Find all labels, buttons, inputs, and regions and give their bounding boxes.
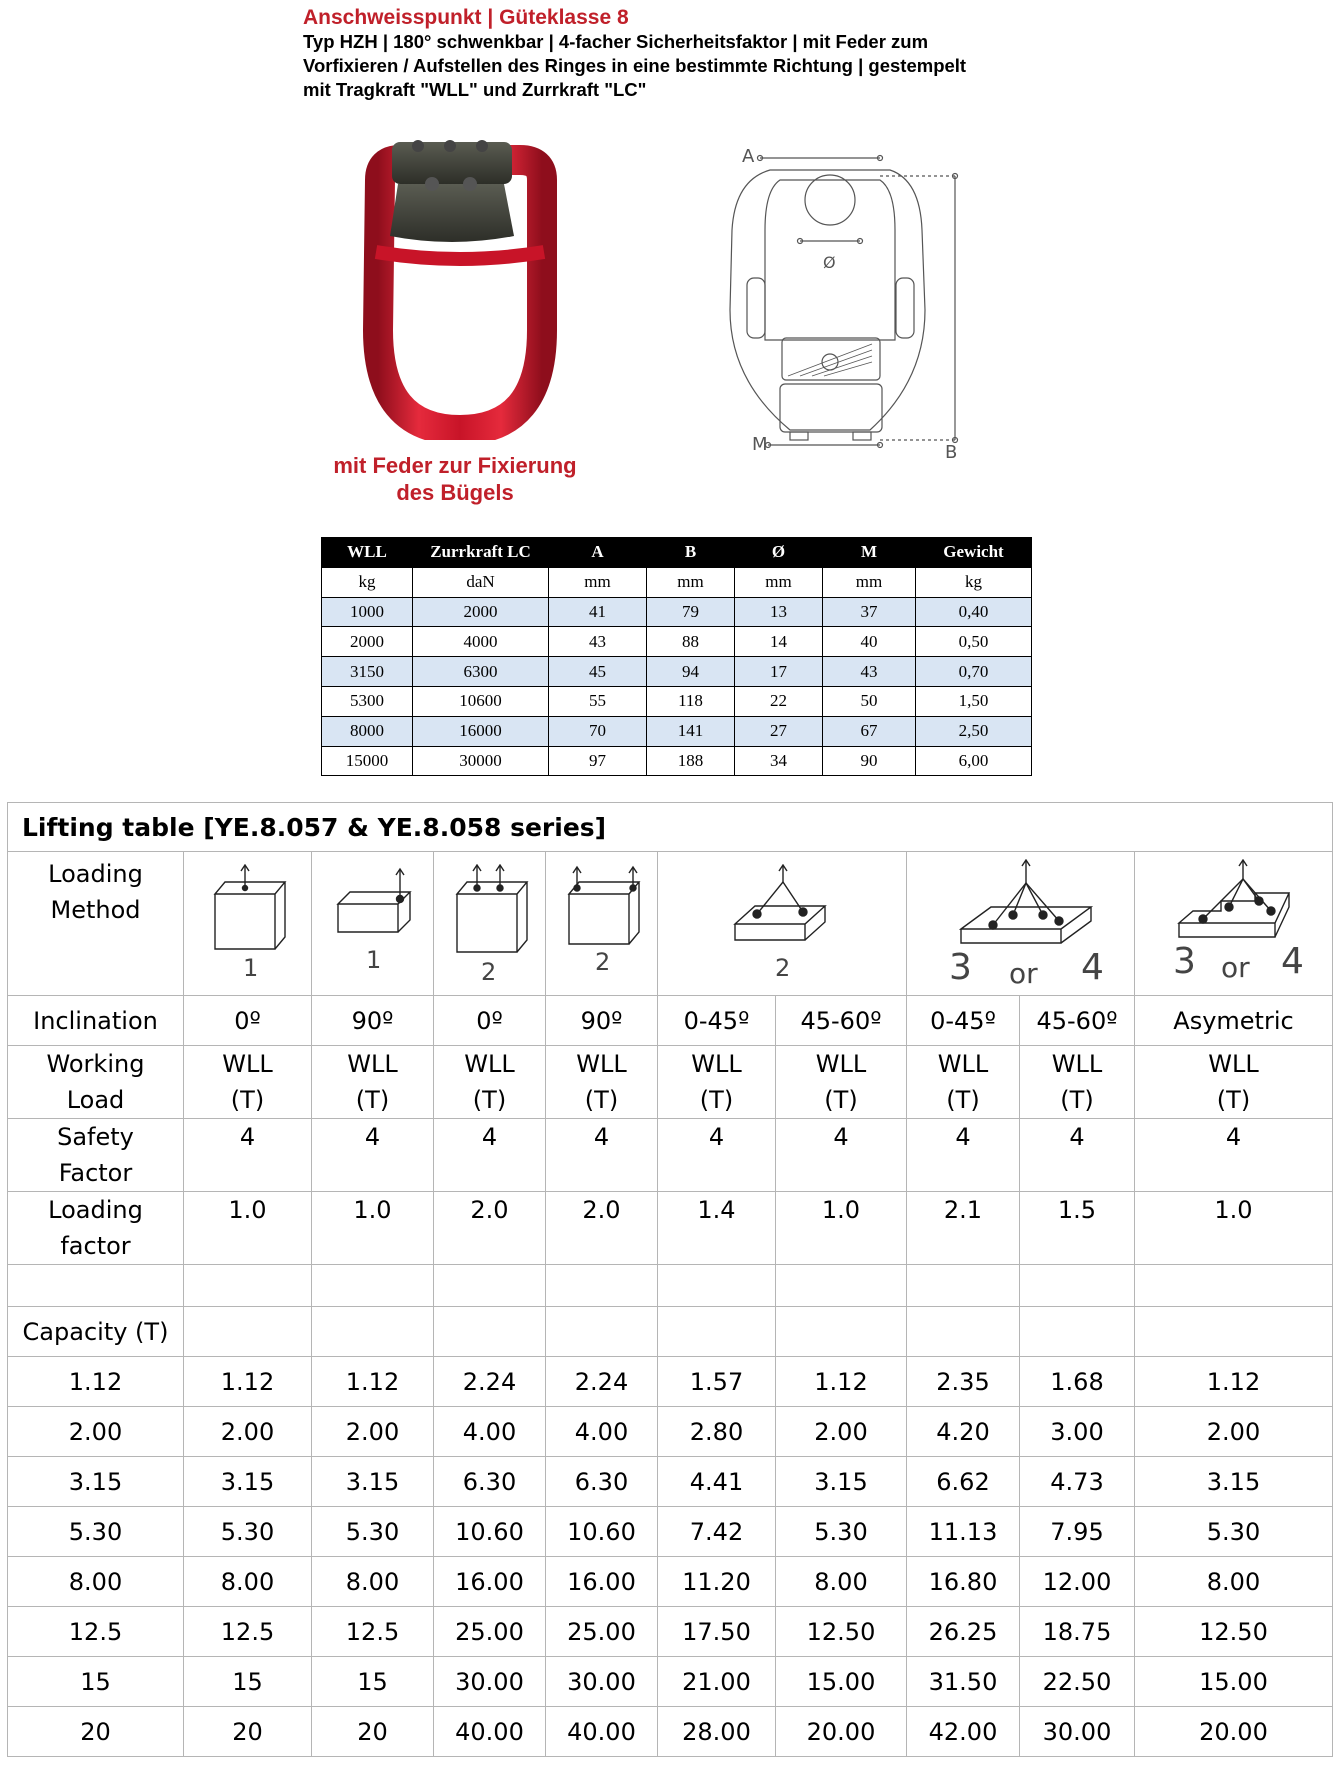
spec-units-row [322, 567, 1032, 597]
spec-unit: kg [322, 567, 413, 597]
spec-cell: 0,50 [916, 627, 1032, 657]
capacity-value: 3.00 [1020, 1407, 1135, 1457]
capacity-value: 2.35 [907, 1357, 1020, 1407]
capacity-value: 18.75 [1020, 1607, 1135, 1657]
wll-unit: (T) [946, 1086, 980, 1114]
wll-text: WLL [937, 1050, 989, 1078]
spec-cell: 37 [823, 597, 916, 627]
icon-label: or [1220, 950, 1250, 984]
loading-factor-label-1: Loading [48, 1196, 143, 1224]
capacity-value: 4.00 [546, 1407, 658, 1457]
capacity-value: 3.15 [312, 1457, 434, 1507]
capacity-row [8, 1657, 1333, 1707]
capacity-value: 8.00 [184, 1557, 312, 1607]
method-single-vertical [184, 852, 312, 996]
capacity-value: 25.00 [434, 1607, 546, 1657]
safety-value: 4 [1135, 1119, 1333, 1192]
safety-value: 4 [434, 1119, 546, 1192]
spec-header-d: Ø [735, 538, 823, 568]
spec-cell: 6300 [413, 657, 549, 687]
spec-cell: 30000 [413, 746, 549, 776]
wll-text: WLL [815, 1050, 867, 1078]
spec-cell: 45 [549, 657, 647, 687]
spec-cell: 1000 [322, 597, 413, 627]
capacity-value: 2.80 [658, 1407, 776, 1457]
two-leg-sling-icon [727, 864, 837, 984]
capacity-value: 4.00 [434, 1407, 546, 1457]
method-single-90 [312, 852, 434, 996]
spec-cell: 0,40 [916, 597, 1032, 627]
product-description-line-2: Vorfixieren / Aufstellen des Ringes in eine bestimmte Richtung | gestempelt [303, 55, 967, 76]
method-two-vertical [434, 852, 546, 996]
inclination-value: 0-45º [658, 996, 776, 1046]
capacity-value: 16.80 [907, 1557, 1020, 1607]
spec-cell: 188 [647, 746, 735, 776]
wll-unit: (T) [824, 1086, 858, 1114]
dimension-a-label: A [742, 146, 755, 167]
spec-cell: 94 [647, 657, 735, 687]
spec-cell: 0,70 [916, 657, 1032, 687]
spec-cell: 1,50 [916, 686, 1032, 716]
spec-row [322, 746, 1032, 776]
icon-label: 3 [1172, 940, 1196, 982]
wll-cell [776, 1046, 907, 1119]
spec-unit: mm [823, 567, 916, 597]
capacity-value: 2.00 [312, 1407, 434, 1457]
wll-text: WLL [576, 1050, 627, 1078]
loading-factor-value: 1.0 [312, 1192, 434, 1265]
capacity-value: 1.57 [658, 1357, 776, 1407]
capacity-value: 26.25 [907, 1607, 1020, 1657]
loading-factor-value: 2.0 [434, 1192, 546, 1265]
loading-factor-value: 1.0 [184, 1192, 312, 1265]
capacity-value: 15 [312, 1657, 434, 1707]
loading-method-row [8, 852, 1333, 996]
spec-unit: kg [916, 567, 1032, 597]
loading-factor-value: 1.5 [1020, 1192, 1135, 1265]
capacity-value: 31.50 [907, 1657, 1020, 1707]
two-leg-side-icon [557, 864, 647, 984]
loading-factor-label [8, 1192, 184, 1265]
icon-label: 2 [594, 947, 610, 976]
spec-cell: 88 [647, 627, 735, 657]
safety-value: 4 [546, 1119, 658, 1192]
icon-label: 2 [480, 957, 496, 984]
spec-header-a: A [549, 538, 647, 568]
capacity-value: 11.20 [658, 1557, 776, 1607]
spec-cell: 27 [735, 716, 823, 746]
spec-cell: 79 [647, 597, 735, 627]
safety-factor-label [8, 1119, 184, 1192]
wll-cell [1020, 1046, 1135, 1119]
safety-factor-row [8, 1119, 1333, 1192]
spec-cell: 15000 [322, 746, 413, 776]
working-load-label [8, 1046, 184, 1119]
icon-label: 2 [775, 953, 791, 982]
wll-text: WLL [1051, 1050, 1103, 1078]
capacity-value: 2.00 [184, 1407, 312, 1457]
spec-row [322, 686, 1032, 716]
spec-unit: mm [647, 567, 735, 597]
capacity-value: 6.62 [907, 1457, 1020, 1507]
capacity-row-label: 1.12 [8, 1357, 184, 1407]
capacity-row-label: 12.5 [8, 1607, 184, 1657]
capacity-value: 5.30 [776, 1507, 907, 1557]
capacity-row-label: 2.00 [8, 1407, 184, 1457]
inclination-value: 45-60º [1020, 996, 1135, 1046]
capacity-value: 8.00 [1135, 1557, 1333, 1607]
capacity-row [8, 1507, 1333, 1557]
capacity-value: 20.00 [1135, 1707, 1333, 1757]
spec-cell: 34 [735, 746, 823, 776]
wll-cell [184, 1046, 312, 1119]
capacity-row [8, 1557, 1333, 1607]
capacity-value: 10.60 [434, 1507, 546, 1557]
wll-text: WLL [464, 1050, 515, 1078]
multi-leg-sling-icon [921, 859, 1121, 989]
capacity-value: 8.00 [312, 1557, 434, 1607]
inclination-label: Inclination [8, 996, 184, 1046]
capacity-value: 12.50 [776, 1607, 907, 1657]
capacity-value: 12.00 [1020, 1557, 1135, 1607]
inclination-row [8, 996, 1333, 1046]
capacity-row-label: 5.30 [8, 1507, 184, 1557]
wll-unit: (T) [1060, 1086, 1094, 1114]
spec-cell: 2,50 [916, 716, 1032, 746]
capacity-value: 6.30 [546, 1457, 658, 1507]
capacity-value: 2.24 [434, 1357, 546, 1407]
inclination-value: 0º [434, 996, 546, 1046]
inclination-value: 0º [184, 996, 312, 1046]
product-caption [310, 452, 600, 506]
spec-cell: 14 [735, 627, 823, 657]
capacity-rows [8, 1357, 1333, 1757]
wll-unit: (T) [230, 1086, 265, 1114]
capacity-value: 17.50 [658, 1607, 776, 1657]
wll-text: WLL [691, 1050, 742, 1078]
spec-cell: 141 [647, 716, 735, 746]
capacity-value: 22.50 [1020, 1657, 1135, 1707]
spec-cell: 6,00 [916, 746, 1032, 776]
spec-cell: 16000 [413, 716, 549, 746]
caption-line-2: des Bügels [396, 480, 514, 505]
capacity-value: 10.60 [546, 1507, 658, 1557]
capacity-value: 16.00 [546, 1557, 658, 1607]
method-multi-leg-sling [907, 852, 1135, 996]
two-leg-vertical-icon [445, 864, 535, 984]
capacity-value: 1.68 [1020, 1357, 1135, 1407]
capacity-value: 6.30 [434, 1457, 546, 1507]
capacity-value: 8.00 [776, 1557, 907, 1607]
capacity-value: 4.41 [658, 1457, 776, 1507]
capacity-value: 5.30 [184, 1507, 312, 1557]
spec-cell: 43 [823, 657, 916, 687]
capacity-value: 11.13 [907, 1507, 1020, 1557]
loading-factor-value: 1.0 [776, 1192, 907, 1265]
spec-cell: 40 [823, 627, 916, 657]
capacity-value: 12.5 [184, 1607, 312, 1657]
capacity-value: 20 [312, 1707, 434, 1757]
capacity-value: 5.30 [312, 1507, 434, 1557]
spec-cell: 90 [823, 746, 916, 776]
safety-value: 4 [776, 1119, 907, 1192]
capacity-value: 25.00 [546, 1607, 658, 1657]
dimension-b-label: B [945, 442, 958, 460]
dimension-m-label: M [752, 434, 768, 455]
lifting-table [7, 802, 1333, 1757]
capacity-value: 5.30 [1135, 1507, 1333, 1557]
spec-cell: 118 [647, 686, 735, 716]
wll-text: WLL [222, 1050, 273, 1078]
capacity-row [8, 1457, 1333, 1507]
capacity-value: 4.20 [907, 1407, 1020, 1457]
loading-factor-value: 1.0 [1135, 1192, 1333, 1265]
capacity-value: 30.00 [546, 1657, 658, 1707]
wll-unit: (T) [584, 1086, 619, 1114]
working-load-label-1: Working [46, 1050, 145, 1078]
capacity-value: 12.5 [312, 1607, 434, 1657]
loading-factor-row [8, 1192, 1333, 1265]
loading-factor-label-2: factor [60, 1232, 131, 1260]
spec-cell: 8000 [322, 716, 413, 746]
capacity-value: 12.50 [1135, 1607, 1333, 1657]
spec-cell: 41 [549, 597, 647, 627]
spec-cell: 2000 [413, 597, 549, 627]
asymmetric-sling-icon [1159, 859, 1309, 989]
capacity-value: 30.00 [434, 1657, 546, 1707]
spec-unit: mm [549, 567, 647, 597]
capacity-value: 40.00 [434, 1707, 546, 1757]
wll-text: WLL [347, 1050, 398, 1078]
loading-factor-value: 2.1 [907, 1192, 1020, 1265]
inclination-value: 45-60º [776, 996, 907, 1046]
capacity-value: 1.12 [184, 1357, 312, 1407]
capacity-value: 21.00 [658, 1657, 776, 1707]
inclination-value: 90º [312, 996, 434, 1046]
wll-cell [1135, 1046, 1333, 1119]
spec-header-m: M [823, 538, 916, 568]
wll-cell [907, 1046, 1020, 1119]
loading-method-label-1: Loading [48, 860, 143, 888]
safety-value: 4 [1020, 1119, 1135, 1192]
capacity-row-label: 15 [8, 1657, 184, 1707]
capacity-row [8, 1357, 1333, 1407]
working-load-row [8, 1046, 1333, 1119]
icon-label: or [1008, 956, 1038, 989]
wll-text: WLL [1208, 1050, 1259, 1078]
capacity-value: 15.00 [776, 1657, 907, 1707]
spec-row [322, 627, 1032, 657]
product-header [303, 6, 1063, 102]
specification-table [321, 537, 1032, 776]
spec-cell: 22 [735, 686, 823, 716]
spec-unit: mm [735, 567, 823, 597]
wll-unit: (T) [699, 1086, 734, 1114]
dimension-diameter-label: Ø [823, 253, 836, 272]
capacity-row [8, 1707, 1333, 1757]
capacity-value: 16.00 [434, 1557, 546, 1607]
safety-label-1: Safety [57, 1123, 134, 1151]
method-two-leg-sling [658, 852, 907, 996]
capacity-value: 15 [184, 1657, 312, 1707]
inclination-value: Asymetric [1135, 996, 1333, 1046]
method-two-90 [546, 852, 658, 996]
capacity-value: 28.00 [658, 1707, 776, 1757]
capacity-value: 3.15 [776, 1457, 907, 1507]
product-title: Anschweisspunkt | Güteklasse 8 [303, 6, 629, 29]
wll-cell [434, 1046, 546, 1119]
spec-cell: 3150 [322, 657, 413, 687]
wll-unit: (T) [472, 1086, 507, 1114]
spec-cell: 13 [735, 597, 823, 627]
spec-cell: 4000 [413, 627, 549, 657]
icon-label: 3 [948, 946, 972, 988]
spec-row [322, 657, 1032, 687]
capacity-value: 7.95 [1020, 1507, 1135, 1557]
capacity-value: 2.24 [546, 1357, 658, 1407]
capacity-value: 1.12 [312, 1357, 434, 1407]
wll-unit: (T) [1216, 1086, 1251, 1114]
capacity-value: 2.00 [776, 1407, 907, 1457]
spec-cell: 5300 [322, 686, 413, 716]
safety-value: 4 [184, 1119, 312, 1192]
capacity-row-label: 20 [8, 1707, 184, 1757]
icon-label: 1 [242, 953, 258, 982]
spec-cell: 70 [549, 716, 647, 746]
capacity-value: 3.15 [184, 1457, 312, 1507]
icon-label: 1 [365, 945, 381, 974]
wll-cell [546, 1046, 658, 1119]
spacer-row [8, 1265, 1333, 1307]
loading-method-label-2: Method [50, 896, 141, 924]
spec-cell: 43 [549, 627, 647, 657]
safety-value: 4 [312, 1119, 434, 1192]
capacity-row-label: 3.15 [8, 1457, 184, 1507]
loading-factor-value: 2.0 [546, 1192, 658, 1265]
capacity-header-row [8, 1307, 1333, 1357]
spec-cell: 97 [549, 746, 647, 776]
weld-on-ring-photo [320, 140, 600, 440]
spec-header-wll: WLL [322, 538, 413, 568]
spec-header-weight: Gewicht [916, 538, 1032, 568]
technical-drawing [700, 140, 980, 460]
spec-cell: 67 [823, 716, 916, 746]
capacity-value: 42.00 [907, 1707, 1020, 1757]
capacity-value: 2.00 [1135, 1407, 1333, 1457]
wll-cell [312, 1046, 434, 1119]
capacity-row [8, 1607, 1333, 1657]
wll-cell [658, 1046, 776, 1119]
capacity-value: 20 [184, 1707, 312, 1757]
safety-value: 4 [658, 1119, 776, 1192]
spec-cell: 55 [549, 686, 647, 716]
capacity-value: 3.15 [1135, 1457, 1333, 1507]
capacity-value: 7.42 [658, 1507, 776, 1557]
lifting-table-title: Lifting table [YE.8.057 & YE.8.058 series] [8, 803, 1333, 852]
inclination-value: 0-45º [907, 996, 1020, 1046]
capacity-value: 30.00 [1020, 1707, 1135, 1757]
spec-row [322, 597, 1032, 627]
spec-row [322, 716, 1032, 746]
spec-header-row [322, 538, 1032, 568]
spec-cell: 17 [735, 657, 823, 687]
working-load-label-2: Load [66, 1086, 125, 1114]
product-description-line-3: mit Tragkraft "WLL" und Zurrkraft "LC" [303, 79, 647, 100]
capacity-value: 1.12 [1135, 1357, 1333, 1407]
product-description-line-1: Typ HZH | 180° schwenkbar | 4-facher Sicherheitsfaktor | mit Feder zum [303, 31, 929, 52]
inclination-value: 90º [546, 996, 658, 1046]
capacity-value: 15.00 [1135, 1657, 1333, 1707]
loading-method-label [8, 852, 184, 996]
capacity-value: 40.00 [546, 1707, 658, 1757]
single-leg-side-icon [328, 864, 418, 984]
single-leg-vertical-icon [203, 864, 293, 984]
wll-unit: (T) [355, 1086, 390, 1114]
caption-line-1: mit Feder zur Fixierung [333, 453, 577, 478]
method-asymmetric-sling [1135, 852, 1333, 996]
capacity-value: 20.00 [776, 1707, 907, 1757]
capacity-row [8, 1407, 1333, 1457]
icon-label: 4 [1280, 940, 1304, 982]
safety-label-2: Factor [58, 1159, 133, 1187]
spec-unit: daN [413, 567, 549, 597]
icon-label: 4 [1080, 946, 1104, 988]
spec-header-lc: Zurrkraft LC [413, 538, 549, 568]
capacity-row-label: 8.00 [8, 1557, 184, 1607]
safety-value: 4 [907, 1119, 1020, 1192]
capacity-label: Capacity (T) [8, 1307, 184, 1357]
loading-factor-value: 1.4 [658, 1192, 776, 1265]
capacity-value: 1.12 [776, 1357, 907, 1407]
capacity-value: 4.73 [1020, 1457, 1135, 1507]
spec-cell: 2000 [322, 627, 413, 657]
spec-cell: 50 [823, 686, 916, 716]
spec-header-b: B [647, 538, 735, 568]
spec-cell: 10600 [413, 686, 549, 716]
